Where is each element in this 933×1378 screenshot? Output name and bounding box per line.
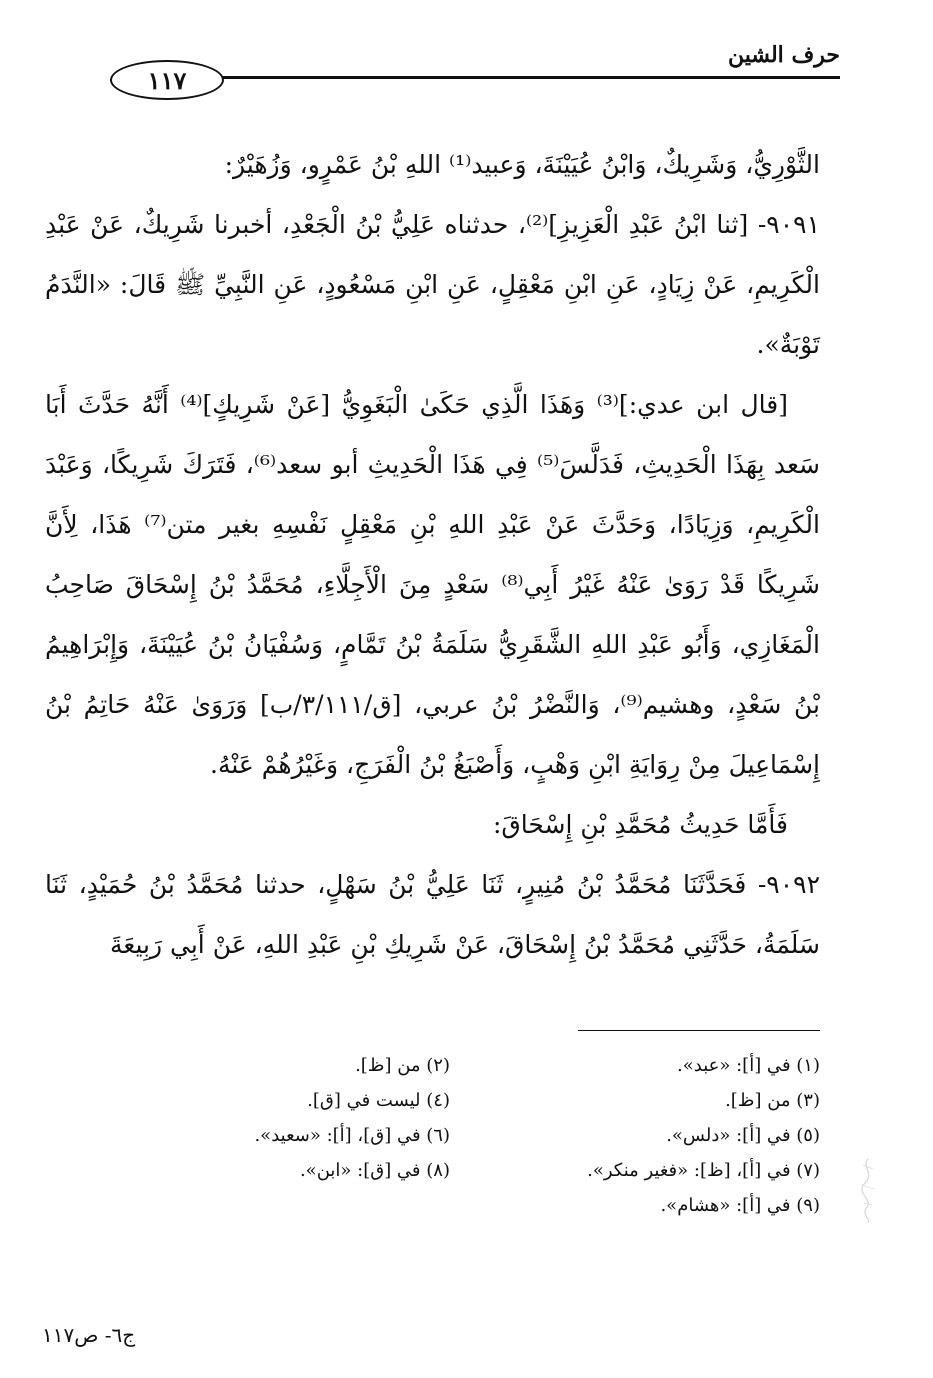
- footnote-9: (٩) في [أ]: «هشام».: [660, 1195, 820, 1216]
- footnote-3: (٣) من [ظ].: [725, 1090, 820, 1111]
- main-text: [45, 135, 820, 975]
- section-heading: فَأَمَّا حَدِيثُ مُحَمَّدِ بْنِ إِسْحَاقَ:: [492, 810, 788, 839]
- footnotes: [180, 1048, 820, 1223]
- paragraph-intro: الثَّوْرِيُّ، وَشَرِيكٌ، وَابْنُ عُيَيْنَةَ، وَعبيد⁽¹⁾ اللهِ بْنُ عَمْرٍو، وَزُهَيْرٌ:: [224, 150, 820, 179]
- chapter-title: حرف الشين: [727, 42, 840, 68]
- hadith-9092: ٩٠٩٢- فَحَدَّثَنَا مُحَمَّدُ بْنُ مُنِيرٍ، ثَنَا عَلِيُّ بْنُ سَهْلٍ، حدثنا مُحَمَّدُ بْنُ حُمَيْدٍ، ثَنَا سَلَمَةُ، حَدَّثَنِي مُحَمَّدُ بْنُ إِسْحَاقَ، عَنْ شَرِيكِ بْنِ عَبْدِ اللهِ، عَنْ أَبِي رَبِيعَةَ: [45, 870, 820, 959]
- footnote-divider: [578, 1030, 820, 1031]
- footnote-7: (٧) في [أ]، [ظ]: «فغير منكر».: [587, 1160, 820, 1181]
- footnote-6: (٦) في [ق]، [أ]: «سعيد».: [254, 1125, 450, 1146]
- footnote-5: (٥) في [أ]: «دلس».: [666, 1125, 820, 1146]
- footnote-8: (٨) في [ق]: «ابن».: [299, 1160, 450, 1181]
- header-rule: [205, 76, 840, 79]
- faint-stamp-mark: [855, 1155, 881, 1225]
- page-header: [40, 36, 840, 106]
- footnote-1: (١) في [أ]: «عبد».: [677, 1055, 820, 1076]
- hadith-9091: ٩٠٩١- [ثنا ابْنُ عَبْدِ الْعَزِيزِ]⁽²⁾، حدثناه عَلِيُّ بْنُ الْجَعْدِ، أخبرنا شَرِيكٌ، عَنْ عَبْدِ الْكَرِيمِ، عَنْ زِيَادٍ، عَنِ ابْنِ مَعْقِلٍ، عَنِ ابْنِ مَسْعُودٍ، عَنِ النَّبِيِّ ﷺ قَالَ: «النَّدَمُ تَوْبَةٌ».: [45, 210, 820, 359]
- page-number-badge: ١١٧: [110, 60, 224, 100]
- footnote-2: (٢) من [ظ].: [355, 1055, 450, 1076]
- footnote-4: (٤) ليست في [ق].: [307, 1090, 450, 1111]
- commentary-ibn-adi: [قال ابن عدي:]⁽³⁾ وَهَذَا الَّذِي حَكَىٰ الْبَغَوِيُّ [عَنْ شَرِيكٍ]⁽⁴⁾ أَنَّهُ حَدَّثَ أَبَا سَعد بِهَذَا الْحَدِيثِ، فَدَلَّسَ⁽⁵⁾ فِي هَذَا الْحَدِيثِ أبو سعد⁽⁶⁾، فَتَرَكَ شَرِيكًا، وَعَبْدَ الْكَرِيمِ، وَزِيَادًا، وَحَدَّثَ عَنْ عَبْدِ اللهِ بْنِ مَعْقِلٍ نَفْسِهِ بغير متن⁽⁷⁾ هَذَا، لِأَنَّ شَرِيكًا قَدْ رَوَىٰ عَنْهُ غَيْرُ أَبِي⁽⁸⁾ سَعْدٍ مِنَ الْأَجِلَّاءِ، مُحَمَّدُ بْنُ إِسْحَاقَ صَاحِبُ الْمَغَازِي، وَأَبُو عَبْدِ اللهِ الشَّقَرِيُّ سَلَمَةُ بْنُ تَمَّامٍ، وَسُفْيَانُ بْنُ عُيَيْنَةَ، وَإِبْرَاهِيمُ بْنُ سَعْدٍ، وهشيم⁽⁹⁾، وَالنَّضْرُ بْنُ عربي، [ق/٣/١١١/ب] وَرَوَىٰ عَنْهُ حَاتِمُ بْنُ إِسْمَاعِيلَ مِنْ رِوَايَةِ ابْنِ وَهْبٍ، وَأَصْبَغُ بْنُ الْفَرَجِ، وَغَيْرُهُمْ عَنْهُ.: [45, 390, 820, 779]
- volume-page-reference: ج٦- ص١١٧: [42, 1323, 136, 1347]
